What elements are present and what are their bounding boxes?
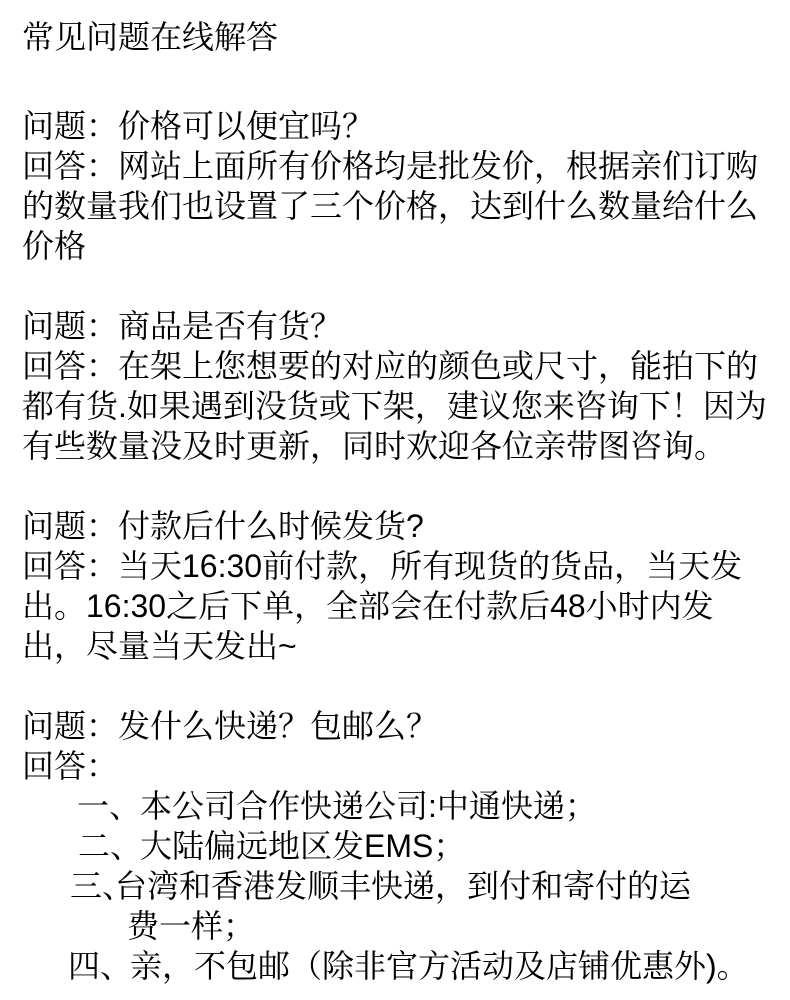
list-marker: 三、 [70, 868, 135, 904]
list-marker: 一、 [77, 788, 142, 824]
list-marker: 二、 [78, 828, 143, 864]
faq-list-item [22, 826, 770, 866]
faq-section-price [22, 106, 770, 266]
faq-answer-line: 有些数量没及时更新，同时欢迎各位亲带图咨询。 [22, 428, 727, 464]
faq-question: 问题：付款后什么时候发货? [22, 508, 424, 544]
list-item-text: 大陆偏远地区发EMS； [140, 828, 466, 864]
page-title: 常见问题在线解答 [22, 19, 279, 55]
faq-section-stock [22, 306, 770, 466]
faq-answer-line: 都有货.如果遇到没货或下架，建议您来咨询下！因为 [22, 388, 767, 424]
faq-question: 问题：价格可以便宜吗？ [22, 108, 375, 144]
list-item-text: 本公司合作快递公司:中通快递； [140, 788, 597, 824]
faq-answer-line: 价格 [22, 228, 87, 264]
list-item-text: 费一样； [127, 908, 256, 944]
faq-answer-line: 回答：当天16:30前付款，所有现货的货品，当天发 [22, 548, 743, 584]
faq-answer-line: 的数量我们也设置了三个价格，达到什么数量给什么 [22, 188, 759, 224]
faq-question: 问题：商品是否有货？ [22, 308, 343, 344]
faq-answer-line: 出。16:30之后下单，全部会在付款后48小时内发 [22, 588, 714, 624]
list-marker: 四、 [68, 948, 133, 984]
list-item-text: 亲，不包邮（除非官方活动及店铺优惠外)。 [130, 948, 749, 984]
faq-list-item [22, 786, 770, 826]
list-item-text: 台湾和香港发顺丰快递，到付和寄付的运 [115, 868, 692, 904]
faq-question: 问题：发什么快递？包邮么？ [22, 708, 439, 744]
faq-section-courier [22, 706, 770, 986]
faq-section-shipping-time [22, 506, 770, 666]
faq-list-item [22, 866, 770, 906]
faq-answer-line: 回答：在架上您想要的对应的颜色或尺寸，能拍下的 [22, 348, 759, 384]
faq-list-item-continuation [22, 906, 770, 946]
faq-answer-line: 回答：网站上面所有价格均是批发价，根据亲们订购 [22, 148, 759, 184]
faq-answer-label: 回答： [22, 748, 119, 784]
faq-answer-line: 出，尽量当天发出~ [22, 628, 297, 664]
faq-list-item [22, 946, 770, 986]
